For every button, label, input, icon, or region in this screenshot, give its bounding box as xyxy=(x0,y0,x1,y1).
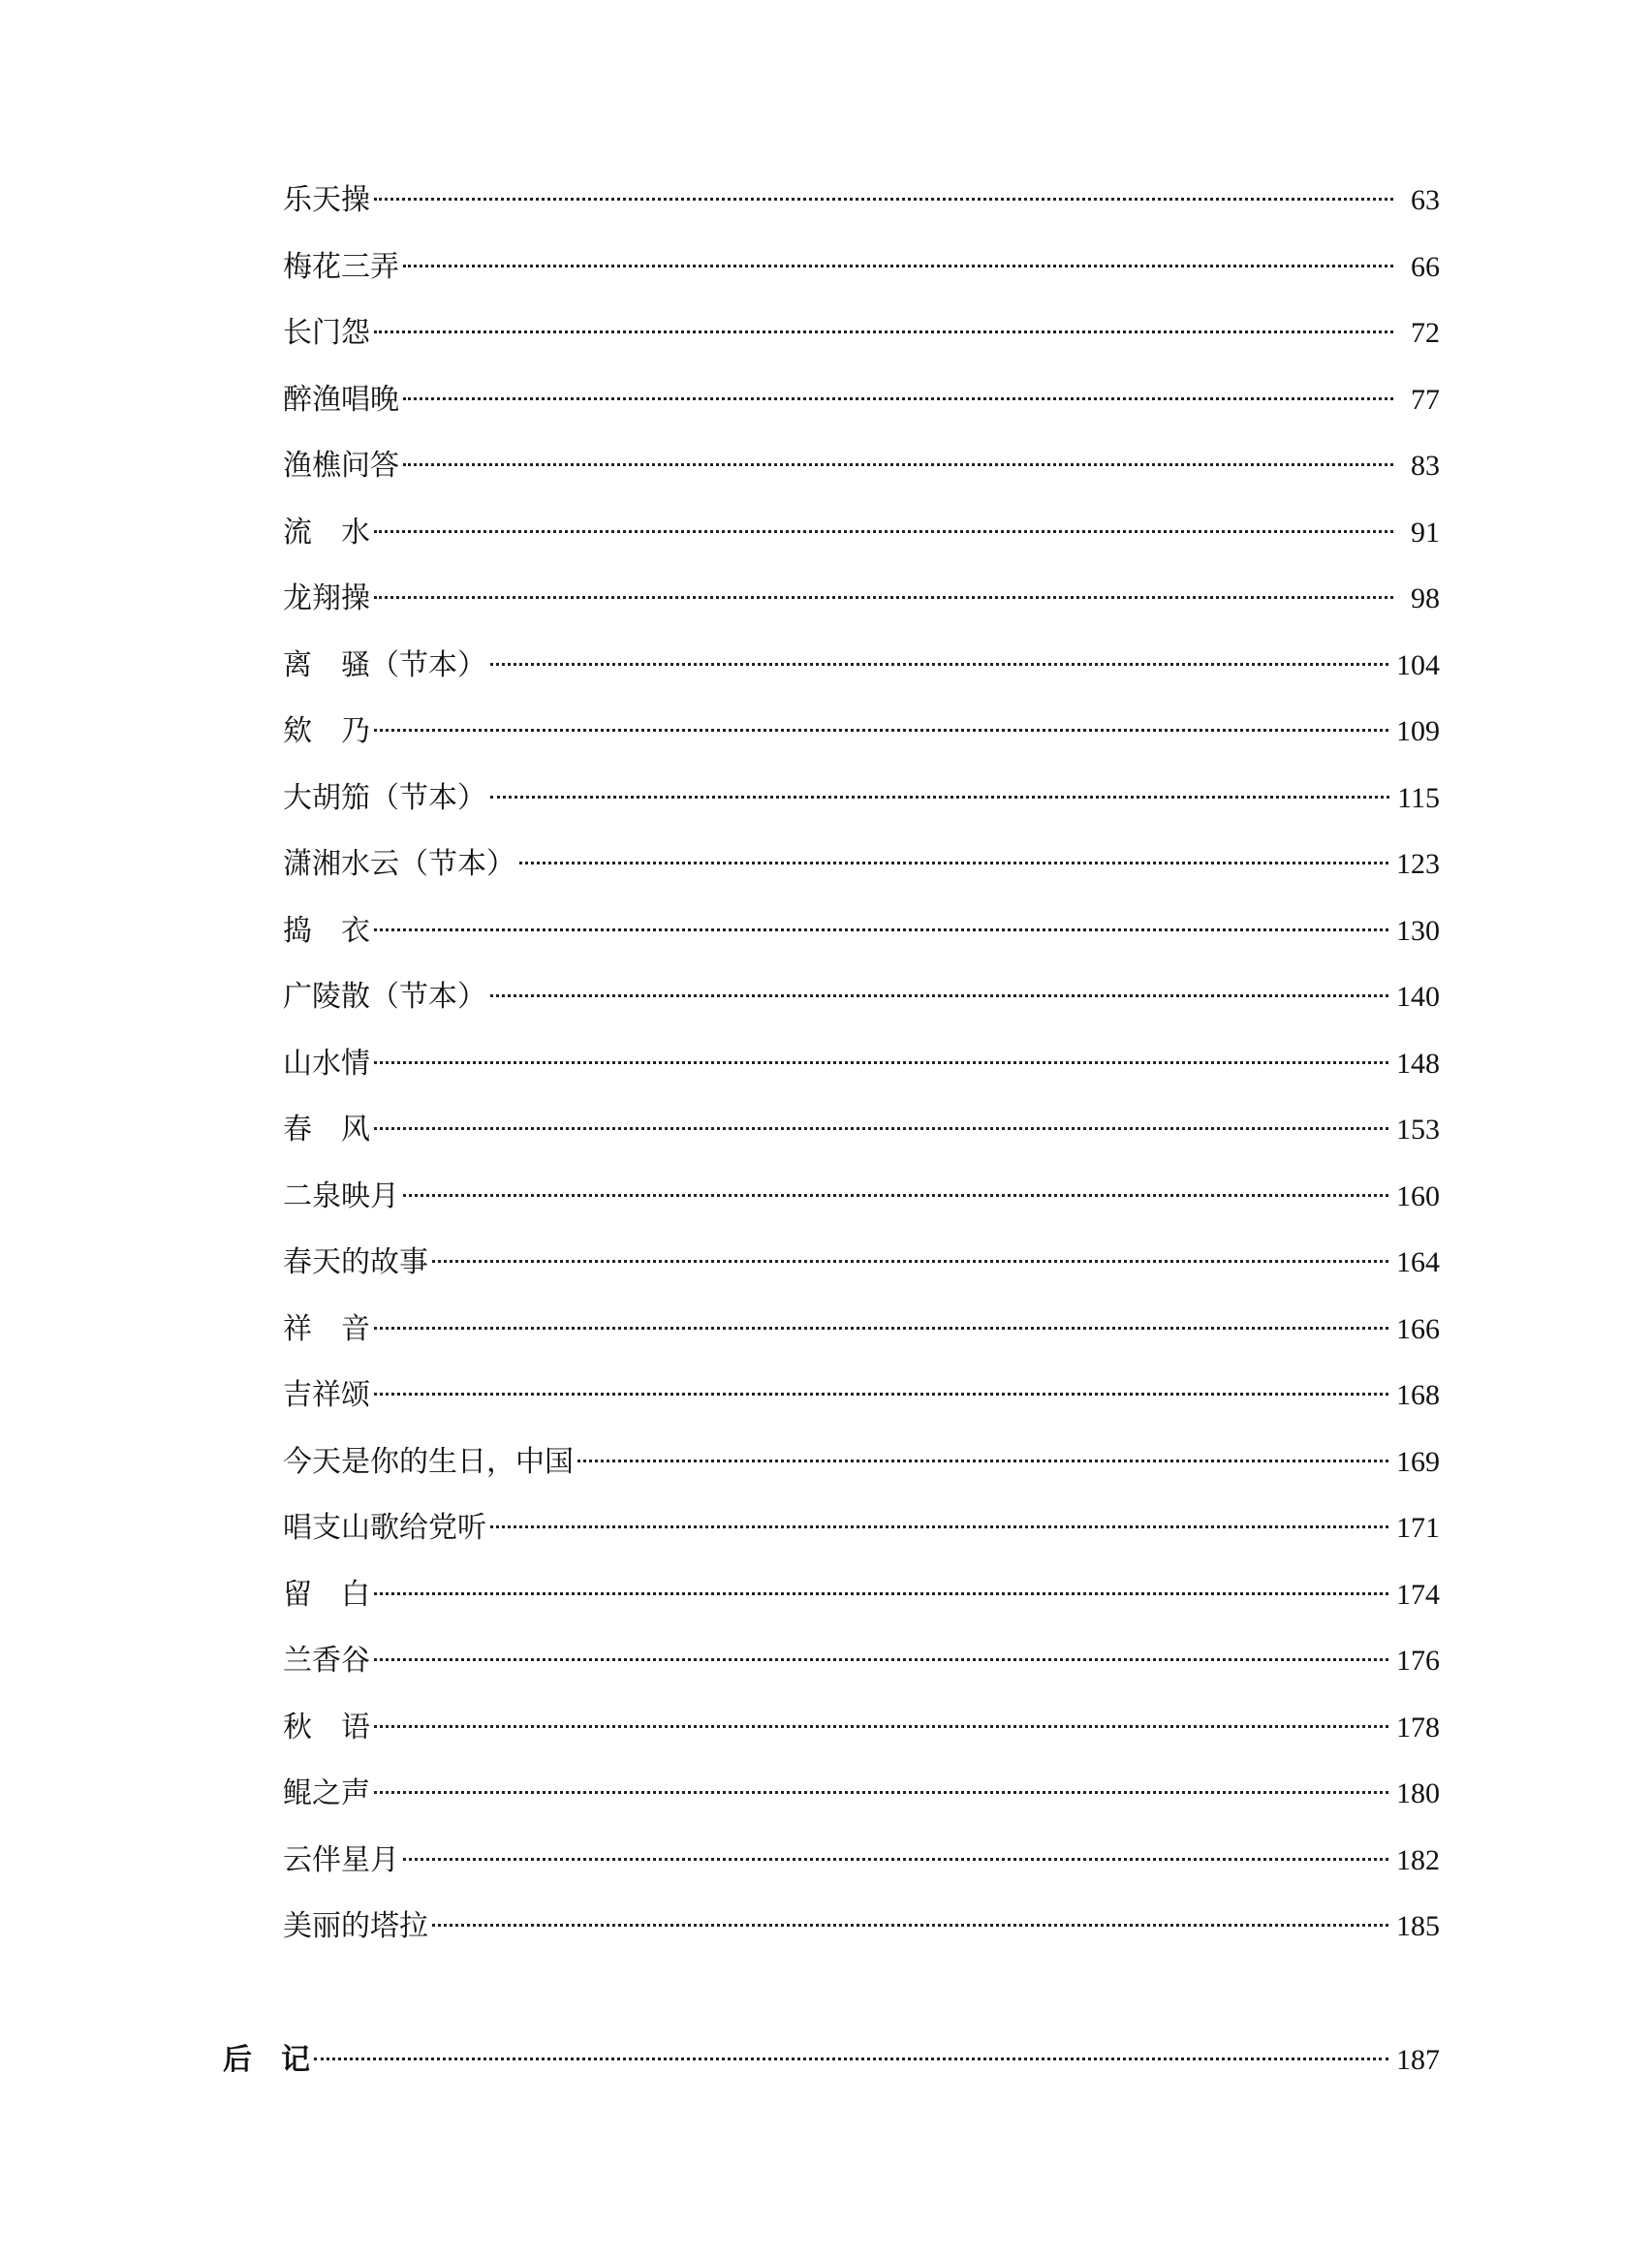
dot-leader xyxy=(374,729,1388,732)
toc-entry-page: 168 xyxy=(1396,1379,1440,1411)
toc-entry-page: 63 xyxy=(1411,184,1440,216)
toc-entry-title: 秋 语 xyxy=(283,1710,370,1744)
toc-entry[interactable] xyxy=(283,1031,1440,1098)
toc-entry-page: 174 xyxy=(1396,1578,1440,1611)
toc-entry[interactable] xyxy=(283,1894,1440,1961)
toc-entry-title: 龙翔操 xyxy=(283,581,370,615)
toc-entry-page: 185 xyxy=(1396,1910,1440,1942)
toc-entry-title: 祥 音 xyxy=(283,1311,370,1346)
toc-entry-page: 130 xyxy=(1396,914,1440,947)
dot-leader xyxy=(374,1592,1388,1595)
toc-entry[interactable] xyxy=(283,1363,1440,1429)
toc-entry[interactable] xyxy=(283,500,1440,567)
toc-entry-page: 123 xyxy=(1396,848,1440,880)
dot-leader xyxy=(314,2058,1388,2060)
toc-entry-title: 唱支山歌给党听 xyxy=(283,1511,486,1545)
toc-entry[interactable] xyxy=(283,1695,1440,1762)
toc-entry-page: 109 xyxy=(1396,715,1440,747)
toc-entry-title: 二泉映月 xyxy=(283,1178,399,1213)
dot-leader xyxy=(403,265,1393,267)
toc-entry-page: 83 xyxy=(1411,450,1440,482)
toc-entry-title: 鲲之声 xyxy=(283,1776,370,1810)
toc-entry-page: 72 xyxy=(1411,317,1440,349)
toc-entry[interactable] xyxy=(283,766,1440,833)
toc-entry-title: 吉祥颂 xyxy=(283,1378,370,1412)
dot-leader xyxy=(490,663,1388,666)
toc-entry-title: 美丽的塔拉 xyxy=(283,1909,428,1943)
toc-entry[interactable] xyxy=(283,367,1440,434)
toc-entry[interactable] xyxy=(283,300,1440,367)
dot-leader xyxy=(374,928,1388,931)
toc-entry[interactable] xyxy=(283,1097,1440,1164)
toc-entry[interactable] xyxy=(283,1761,1440,1828)
afterword-title: 后 记 xyxy=(223,2043,310,2077)
toc-entry[interactable] xyxy=(283,964,1440,1031)
toc-entry-page: 182 xyxy=(1396,1843,1440,1876)
toc-entry-afterword[interactable] xyxy=(223,2027,1440,2094)
dot-leader xyxy=(374,198,1393,201)
dot-leader xyxy=(403,1194,1388,1197)
toc-entry[interactable] xyxy=(283,1828,1440,1895)
toc-entry-title: 长门怨 xyxy=(283,316,370,350)
dot-leader xyxy=(374,596,1393,599)
toc-entry-page: 115 xyxy=(1397,781,1440,814)
toc-entry-page: 166 xyxy=(1396,1312,1440,1345)
toc-entry-page: 153 xyxy=(1396,1114,1440,1146)
dot-leader xyxy=(374,1061,1388,1064)
dot-leader xyxy=(432,1924,1388,1927)
toc-entry-title: 云伴星月 xyxy=(283,1842,399,1877)
dot-leader xyxy=(374,1327,1388,1330)
dot-leader xyxy=(490,1525,1388,1528)
toc-entry-title: 留 白 xyxy=(283,1577,370,1612)
dot-leader xyxy=(374,330,1393,333)
dot-leader xyxy=(403,1858,1388,1861)
toc-entry-page: 91 xyxy=(1411,516,1440,549)
toc-entry-page: 169 xyxy=(1396,1445,1440,1478)
toc-entry-title: 春 风 xyxy=(283,1113,370,1147)
toc-entry[interactable] xyxy=(283,1628,1440,1695)
dot-leader xyxy=(519,862,1388,864)
afterword-section xyxy=(223,2027,1440,2094)
dot-leader xyxy=(374,1725,1388,1728)
dot-leader xyxy=(490,796,1389,799)
toc-entry-title: 山水情 xyxy=(283,1046,370,1081)
toc-entry-title: 流 水 xyxy=(283,515,370,550)
toc-entry-page: 104 xyxy=(1396,648,1440,681)
toc-entry-page: 140 xyxy=(1396,981,1440,1013)
toc-entry-page: 171 xyxy=(1396,1512,1440,1544)
toc-entry[interactable] xyxy=(283,433,1440,500)
toc-entry-title: 兰香谷 xyxy=(283,1644,370,1678)
toc-entry-page: 160 xyxy=(1396,1179,1440,1212)
dot-leader xyxy=(374,1658,1388,1661)
toc-entry[interactable] xyxy=(283,1495,1440,1562)
dot-leader xyxy=(374,530,1393,533)
toc-entry[interactable] xyxy=(283,832,1440,898)
toc-entry[interactable] xyxy=(283,1429,1440,1496)
toc-entry-page: 164 xyxy=(1396,1246,1440,1278)
toc-entry-title: 捣 衣 xyxy=(283,913,370,948)
toc-entry-title: 离 骚（节本） xyxy=(283,647,486,682)
toc-entry-page: 148 xyxy=(1396,1047,1440,1080)
toc-entry[interactable] xyxy=(283,1230,1440,1297)
toc-entry-title: 乐天操 xyxy=(283,183,370,217)
toc-entry[interactable] xyxy=(283,168,1440,235)
toc-entry[interactable] xyxy=(283,566,1440,633)
toc-entry-title: 大胡笳（节本） xyxy=(283,780,486,815)
toc-entry-title: 渔樵问答 xyxy=(283,449,399,483)
toc-entry-page: 180 xyxy=(1396,1777,1440,1809)
afterword-page: 187 xyxy=(1396,2044,1440,2076)
toc-entry-page: 178 xyxy=(1396,1711,1440,1744)
toc-entry-title: 潇湘水云（节本） xyxy=(283,847,515,881)
toc-entry-title: 欸 乃 xyxy=(283,714,370,748)
dot-leader xyxy=(374,1393,1388,1396)
toc-entry[interactable] xyxy=(283,898,1440,965)
toc-entry-title: 梅花三弄 xyxy=(283,249,399,284)
dot-leader xyxy=(403,397,1393,400)
toc-entry[interactable] xyxy=(283,1562,1440,1629)
toc-entry-title: 广陵散（节本） xyxy=(283,980,486,1014)
dot-leader xyxy=(432,1260,1388,1263)
toc-list xyxy=(283,168,1440,1961)
toc-entry-title: 醉渔唱晚 xyxy=(283,382,399,417)
toc-entry[interactable] xyxy=(283,1297,1440,1364)
toc-entry-page: 77 xyxy=(1411,383,1440,416)
dot-leader xyxy=(490,994,1388,997)
toc-entry[interactable] xyxy=(283,235,1440,301)
toc-entry-page: 66 xyxy=(1411,250,1440,283)
toc-entry-page: 176 xyxy=(1396,1645,1440,1677)
dot-leader xyxy=(577,1460,1388,1462)
toc-entry-title: 今天是你的生日，中国 xyxy=(283,1444,574,1479)
dot-leader xyxy=(374,1791,1388,1794)
toc-entry[interactable] xyxy=(283,699,1440,766)
toc-entry-page: 98 xyxy=(1411,582,1440,614)
toc-entry[interactable] xyxy=(283,1164,1440,1231)
toc-entry-title: 春天的故事 xyxy=(283,1245,428,1279)
dot-leader xyxy=(403,463,1393,466)
dot-leader xyxy=(374,1127,1388,1130)
toc-entry[interactable] xyxy=(283,633,1440,700)
